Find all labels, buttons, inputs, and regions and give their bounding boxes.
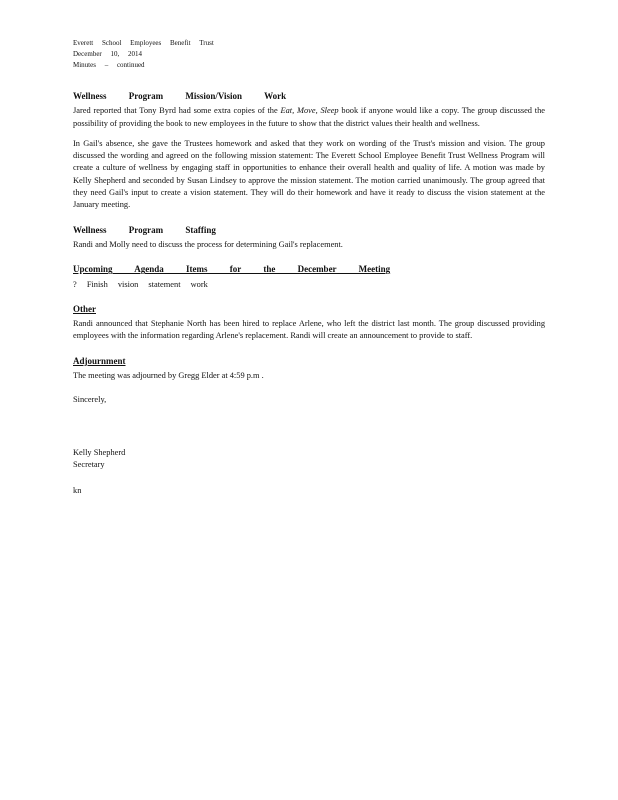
paragraph-other: Randi announced that Stephanie North has been hired to replace Arlene, who left the district last month. The group discussed providing employees with the information regarding Arlene's replacement. Randi will create an announcement to provide to staff. (73, 319, 545, 341)
header-date: December 10, 2014 (73, 50, 143, 58)
section-heading-wellness-mission: Wellness Program Mission/Vision Work (73, 91, 287, 101)
upcoming-heading-text: Upcoming Agenda Items for the December Meeting (73, 264, 391, 275)
signer-title: Secretary (73, 459, 105, 469)
section-adjournment (73, 355, 545, 383)
section-heading-adjournment (73, 355, 545, 367)
section-wellness-mission (73, 90, 545, 212)
book-title: Eat, Move, Sleep (280, 106, 339, 116)
signature-block (73, 447, 545, 471)
agenda-list-item (73, 279, 545, 291)
book-report-text-pre: Jared reported that Tony Byrd had some extra copies of the (73, 106, 278, 116)
adjournment-heading-text: Adjournment (73, 355, 126, 366)
header-minutes-continued: Minutes – continued (73, 61, 145, 69)
document-body (73, 90, 545, 497)
section-upcoming-agenda (73, 263, 545, 291)
closing-salutation: Sincerely, (73, 395, 107, 405)
book-report-text-post: book if anyone would like a copy. The group discussed the possibility of providing the book to new employees in the future to show that the district values their health and wellness. (73, 106, 545, 128)
signer-name: Kelly Shepherd (73, 447, 126, 457)
typist-initials: kn (73, 485, 82, 495)
section-heading-other (73, 303, 545, 315)
paragraph-adjournment: The meeting was adjourned by Gregg Elder at 4:59 p.m . (73, 371, 264, 381)
paragraph-book-report (73, 105, 545, 130)
bullet-mark: ? (73, 279, 77, 289)
document-header (73, 38, 214, 71)
section-other (73, 303, 545, 343)
paragraph-staffing: Randi and Molly need to discuss the process for determining Gail's replacement. (73, 239, 343, 249)
section-wellness-staffing (73, 224, 545, 252)
section-heading-upcoming-agenda (73, 263, 545, 275)
paragraph-mission-statement: In Gail's absence, she gave the Trustees homework and asked that they work on wording of the Trust's mission and vision. The group discussed the wording and agreed on the following mission statement: The Everett School Employee Benefit Trust Wellness Program will create a culture of wellness by engaging staff in opportunities to enhance their overall health and quality of life. A motion was made by Kelly Shepherd and seconded by Susan Lindsey to approve the mission statement. The motion carried unanimously. The group agreed that they need Gail's input to create a vision statement. They will do their homework and have it ready to discuss the vision statement at the January meeting. (73, 138, 545, 210)
agenda-item-text: Finish vision statement work (86, 279, 208, 289)
section-heading-wellness-staffing: Wellness Program Staffing (73, 224, 216, 235)
header-organization: Everett School Employees Benefit Trust (73, 39, 214, 47)
other-heading-text: Other (73, 303, 96, 314)
